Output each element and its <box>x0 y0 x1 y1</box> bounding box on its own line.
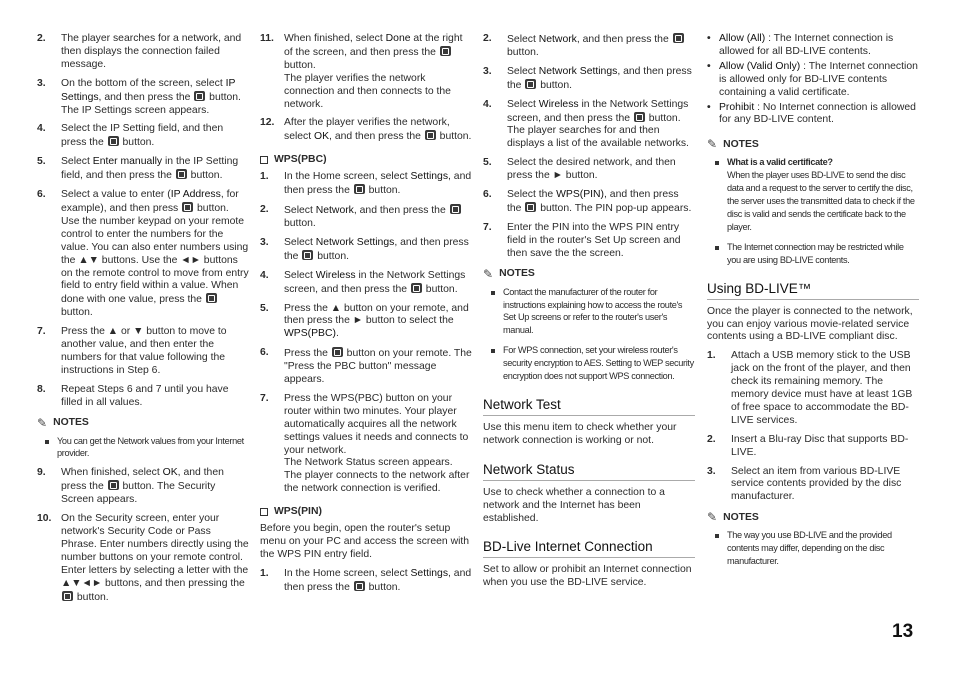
enter-button-icon <box>176 169 187 179</box>
enter-button-icon <box>525 202 536 212</box>
step-11: 11. When finished, select Done at the right of the screen, and then press the button. The player verifies the network connection and then connects to the network. <box>260 33 463 110</box>
pin-step-5: 5. Select the desired network, and then press the ► button. <box>483 157 676 182</box>
step-12: 12. After the player verifies the network, select OK, and then press the button. <box>260 117 472 143</box>
enter-button-icon <box>182 202 193 212</box>
pbc-step-4: 4. Select Wireless in the Network Settings screen, and then press the button. <box>260 269 466 295</box>
step-2: 2. The player searches for a network, and then displays the connection failed message. <box>37 33 242 70</box>
note-item: You can get the Network values from your Internet provider. <box>45 435 249 461</box>
step-4: 4. Select the IP Setting field, and then press the button. <box>37 123 224 149</box>
option-allow-all: • Allow (All) : The Internet connection is allowed for all BD-LIVE contents. <box>707 33 894 57</box>
bd-live-heading: BD-Live Internet Connection <box>483 539 695 558</box>
step-6: 6. Select a value to enter (IP Address, for example), and then press button. Use the number keypad on your remote control to enter the numbers for the value. You can also enter numbers using the ▲▼ buttons. Use the ◄► buttons on the remote control to move from entry field to entry field within a value. When done with one value, press the button. <box>37 189 249 319</box>
step-5: 5. Select Enter manually in the IP Setting field, and then press the button. <box>37 156 239 182</box>
column-1 <box>37 33 249 610</box>
using-bd-live-heading: Using BD-LIVE™ <box>707 281 919 300</box>
enter-button-icon <box>634 112 645 122</box>
pin-step-4: 4. Select Wireless in the Network Settings screen, and then press the button. The player searches for and then displays a list of the available networks. <box>483 98 689 150</box>
network-test-text: Use this menu item to check whether your network connection is working or not. <box>483 421 677 446</box>
enter-button-icon <box>332 347 343 357</box>
page-number: 13 <box>892 621 914 642</box>
notes-heading: ✎ NOTES <box>37 415 89 430</box>
note-item: For WPS connection, set your wireless router's security encryption to AES. Setting to WEP security encryption does not support WPS connection. <box>491 344 695 383</box>
enter-button-icon <box>450 204 461 214</box>
pencil-icon: ✎ <box>37 415 48 430</box>
bdlive-step-3: 3. Select an item from various BD-LIVE service contents provided by the disc manufacturer. <box>707 465 902 503</box>
pin-step-1: 1. In the Home screen, select Settings, and then press the button. <box>260 567 472 593</box>
wps-pin-intro: Before you begin, open the router's setup menu on your PC and access the screen with the WPS PIN entry field. <box>260 523 470 560</box>
step-8: 8. Repeat Steps 6 and 7 until you have filled in all values. <box>37 383 229 408</box>
note-item: What is a valid certificate? When the player uses BD-LIVE to send the disc data and a request to the server to certify the disc, the server uses the transmitted data to check if the disc is valid and sends the certificate back to the player. <box>715 156 919 233</box>
enter-button-icon <box>108 136 119 146</box>
column-3 <box>483 33 695 596</box>
note-item: The Internet connection may be restricted while you are using BD-LIVE contents. <box>715 241 919 267</box>
step-7: 7. Press the ▲ or ▼ button to move to another value, and then enter the numbers for that value following the instructions in Step 6. <box>37 326 227 376</box>
using-bd-live-text: Once the player is connected to the network, you can enjoy various movie-related service contents using a BD-LIVE compliant disc. <box>707 305 913 343</box>
option-allow-valid-only: • Allow (Valid Only) : The Internet connection is allowed only for BD-LIVE contents containing a valid certificate. <box>707 60 918 98</box>
enter-button-icon <box>440 46 451 56</box>
enter-button-icon <box>194 91 205 101</box>
enter-button-icon <box>354 581 365 591</box>
column-4 <box>707 33 919 575</box>
enter-button-icon <box>411 283 422 293</box>
enter-button-icon <box>62 591 73 601</box>
enter-button-icon <box>108 480 119 490</box>
pencil-icon: ✎ <box>707 137 718 152</box>
step-10: 10. On the Security screen, enter your network's Security Code or Pass Phrase. Enter numbers directly using the number buttons on your remote control. Enter letters by selecting a letter with the ▲▼◄► buttons, and then pressing the button. <box>37 513 249 603</box>
bd-live-text: Set to allow or prohibit an Internet connection when you use the BD-LIVE service. <box>483 564 692 589</box>
step-3: 3. On the bottom of the screen, select IP Settings, and then press the button. The IP Settings screen appears. <box>37 77 241 116</box>
notes-heading: ✎ NOTES <box>707 510 759 525</box>
pbc-step-7: 7. Press the WPS(PBC) button on your router within two minutes. Your player automatically acquires all the network settings values it needs and connects to your network. The Network Status screen appears. The player connects to the network after the network connection is verified. <box>260 392 470 495</box>
enter-button-icon <box>525 79 536 89</box>
pencil-icon: ✎ <box>707 510 718 525</box>
checkbox-bullet-icon <box>260 156 268 164</box>
bdlive-step-1: 1. Attach a USB memory stick to the USB jack on the front of the player, and then check its remaining memory. The memory device must have at least 1GB of free space to accommodate the BD-LIVE services. <box>707 350 913 426</box>
enter-button-icon <box>673 33 684 43</box>
pbc-step-3: 3. Select Network Settings, and then press the button. <box>260 236 469 262</box>
note-item: Contact the manufacturer of the router for instructions explaining how to access the route's Set Up screens or refer to the router's user's manual. <box>491 286 695 338</box>
network-status-heading: Network Status <box>483 462 695 481</box>
pbc-step-2: 2. Select Network, and then press the button. <box>260 204 472 231</box>
wps-pin-heading: WPS(PIN) <box>260 506 472 517</box>
bdlive-step-2: 2. Insert a Blu-ray Disc that supports BD-LIVE. <box>707 433 909 458</box>
pencil-icon: ✎ <box>483 266 494 281</box>
column-2 <box>260 33 472 601</box>
checkbox-bullet-icon <box>260 508 268 516</box>
option-prohibit: • Prohibit : No Internet connection is allowed for any BD-LIVE content. <box>707 101 916 126</box>
pbc-step-6: 6. Press the button on your remote. The "Press the PBC button" message appears. <box>260 347 472 386</box>
wps-pbc-heading: WPS(PBC) <box>260 154 472 165</box>
network-test-heading: Network Test <box>483 397 695 416</box>
pbc-step-1: 1. In the Home screen, select Settings, and then press the button. <box>260 171 472 197</box>
enter-button-icon <box>206 293 217 303</box>
enter-button-icon <box>425 130 436 140</box>
enter-button-icon <box>354 184 365 194</box>
notes-heading: ✎ NOTES <box>483 266 535 281</box>
note-item: The way you use BD-LIVE and the provided contents may differ, depending on the disc manufacturer. <box>715 529 919 568</box>
pin-step-6: 6. Select the WPS(PIN), and then press the button. The PIN pop-up appears. <box>483 189 692 214</box>
pbc-step-5: 5. Press the ▲ button on your remote, and then press the ► button to select the WPS(PBC). <box>260 302 469 340</box>
enter-button-icon <box>302 250 313 260</box>
pin-step-3: 3. Select Network Settings, and then press the button. <box>483 65 692 91</box>
step-9: 9. When finished, select OK, and then press the button. The Security Screen appears. <box>37 467 224 506</box>
notes-heading: ✎ NOTES <box>707 137 759 152</box>
pin-step-2: 2. Select Network, and then press the button. <box>483 33 695 60</box>
network-status-text: Use to check whether a connection to a network and the Internet has been established. <box>483 486 665 524</box>
pin-step-7: 7. Enter the PIN into the WPS PIN entry field in the router's Set Up screen and then save the the screen. <box>483 221 681 259</box>
